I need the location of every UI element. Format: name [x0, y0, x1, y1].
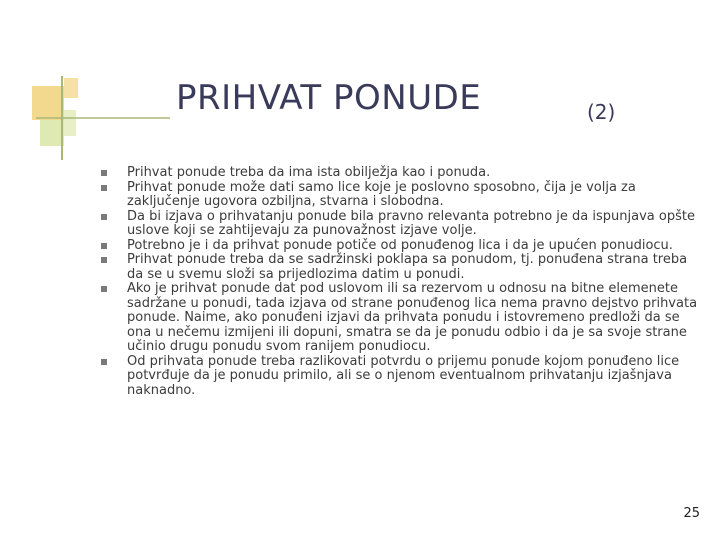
bullet-item [96, 181, 700, 210]
bullet-square-icon [101, 185, 107, 191]
bullet-text: Prihvat ponude treba da se sadržinski poklapa sa ponudom, tj. ponuđena strana treba da se u svemu složi sa prijedlozima datim u ponudi. [127, 252, 688, 282]
bullet-text: Od prihvata ponude treba razlikovati potvrdu o prijemu ponude kojom ponuđeno lice potvrđuje da je ponudu primilo, ali se o njenom eventualnom prihvatanju izjašnjava naknadno. [127, 353, 680, 398]
bullet-text: Da bi izjava o prihvatanju ponude bila pravno relevanta potrebno je da ispunjava opšte uslove koji se zahtijevaju za punovažnost izjave volje. [127, 208, 695, 238]
bullet-square-icon [101, 170, 107, 176]
bullet-list [96, 166, 700, 398]
bullet-item [96, 210, 700, 239]
bullet-item [96, 239, 700, 254]
bullet-item [96, 282, 700, 355]
title-part-number: (2) [587, 100, 616, 124]
bullet-square-icon [101, 359, 107, 365]
page-number: 25 [683, 506, 700, 521]
bullet-text: Prihvat ponude može dati samo lice koje je poslovno sposobno, čija je volja za zaključenje ugovora ozbiljna, stvarna i slobodna. [127, 179, 636, 209]
bullet-square-icon [101, 214, 107, 220]
bullet-item [96, 253, 700, 282]
bullet-text: Prihvat ponude treba da ima ista obilježja kao i ponuda. [127, 165, 491, 180]
bullet-item [96, 166, 700, 181]
bullet-square-icon [101, 286, 107, 292]
bullet-square-icon [101, 243, 107, 249]
bullet-text: Ako je prihvat ponude dat pod uslovom ili sa rezervom u odnosu na bitne elemenete sadržane u ponudi, tada izjava od strane ponuđenog lica nema pravno dejstvo prihvata ponude. Naime, ako ponuđeni izjavi da prihvata ponudu i istovremeno predloži da se ona u nečemu izmijeni ili dopuni, smatra se da je ponudu odbio i da je sa svoje strane učinio drugu ponudu svom ranijem ponudiocu. [127, 281, 698, 354]
bullet-square-icon [101, 257, 107, 263]
bullet-text: Potrebno je i da prihvat ponude potiče od ponuđenog lica i da je upućen ponudiocu. [127, 237, 673, 253]
title-text: PRIHVAT PONUDE [176, 78, 482, 118]
bullet-item [96, 355, 700, 399]
slide-title [0, 78, 720, 128]
